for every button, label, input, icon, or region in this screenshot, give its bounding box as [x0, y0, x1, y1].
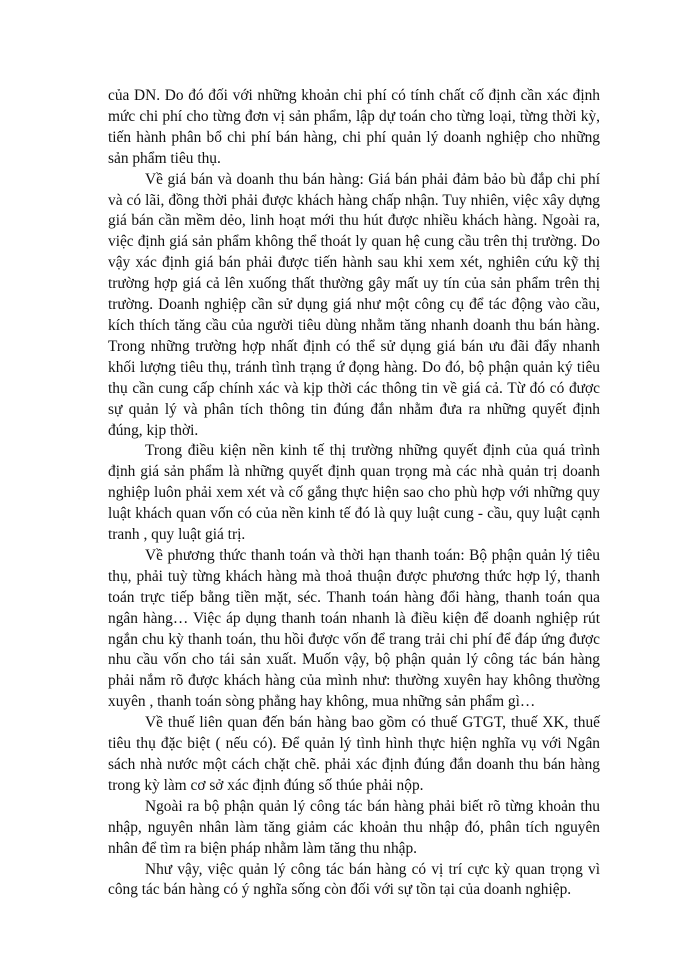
- paragraph-conclusion: Như vậy, việc quản lý công tác bán hàng có vị trí cực kỳ quan trọng vì công tác bán hàng có ý nghĩa sống còn đối với sự tồn tại của doanh nghiệp.: [108, 860, 600, 899]
- paragraph-continuation: của DN. Do đó đối với những khoản chi phí có tính chất cố định cần xác định mức chi phí cho từng đơn vị sản phẩm, lập dự toán cho từng loại, từng thời kỳ, tiến hành phân bổ chi phí bán hàng, chi phí quản lý doanh nghiệp cho những sản phẩm tiêu thụ.: [108, 87, 600, 167]
- paragraph-income: Ngoài ra bộ phận quản lý công tác bán hàng phải biết rõ từng khoản thu nhập, nguyên nhân làm tăng giảm các khoản thu nhập đó, phân tích nguyên nhân để tìm ra biện pháp nhằm làm tăng thu nhập.: [108, 797, 600, 857]
- document-body: [108, 86, 600, 901]
- paragraph-price-revenue: Về giá bán và doanh thu bán hàng: Giá bán phải đảm bảo bù đắp chi phí và có lãi, đồng thời phải được khách hàng chấp nhận. Tuy nhiên, việc xây dựng giá bán cần mềm dẻo, linh hoạt mới thu hút được nhiều khách hàng. Ngoài ra, việc định giá sản phẩm không thể thoát ly quan hệ cung cầu trên thị trường. Do vậy xác định giá bán phải được tiến hành sau khi xem xét, nghiên cứu kỹ thị trường hợp giá cả lên xuống thất thường gây mất uy tín của sản phẩm trên thị trường. Doanh nghiệp cần sử dụng giá như một công cụ để tác động vào cầu, kích thích tăng cầu của người tiêu dùng nhằm tăng nhanh doanh thu bán hàng. Trong những trường hợp nhất định có thể sử dụng giá bán ưu đãi đẩy nhanh khối lượng tiêu thụ, tránh tình trạng ứ đọng hàng. Do đó, bộ phận quản ký tiêu thụ cần cung cấp chính xác và kịp thời các thông tin về giá cả. Từ đó có được sự quản lý và phân tích thông tin đúng đắn nhằm đưa ra những quyết định đúng, kịp thời.: [108, 170, 600, 439]
- paragraph-payment-methods: Về phương thức thanh toán và thời hạn thanh toán: Bộ phận quản lý tiêu thụ, phải tuỳ từng khách hàng mà thoả thuận được phương thức hợp lý, thanh toán trực tiếp bằng tiền mặt, séc. Thanh toán hàng đổi hàng, thanh toán qua ngân hàng… Việc áp dụng thanh toán nhanh là điều kiện để doanh nghiệp rút ngắn chu kỳ thanh toán, thu hồi được vốn để trang trải chi phí để đáp ứng được nhu cầu vốn cho tái sản xuất. Muốn vậy, bộ phận quản lý công tác bán hàng phải nắm rõ được khách hàng của mình như: thường xuyên hay không thường xuyên , thanh toán sòng phẳng hay không, mua những sản phẩm gì…: [108, 546, 600, 711]
- paragraph-taxes: Về thuế liên quan đến bán hàng bao gồm có thuế GTGT, thuế XK, thuế tiêu thụ đặc biệt ( nếu có). Để quản lý tình hình thực hiện nghĩa vụ với Ngân sách nhà nước một cách chặt chẽ. phải xác định đúng đắn doanh thu bán hàng trong kỳ làm cơ sở xác định đúng số thúe phải nộp.: [108, 714, 600, 794]
- paragraph-market-pricing: Trong điều kiện nền kinh tế thị trường những quyết định của quá trình định giá sản phẩm là những quyết định quan trọng mà các nhà quản trị doanh nghiệp luôn phải xem xét và cố gắng thực hiện sao cho phù hợp với những quy luật khách quan vốn có của nền kinh tế đó là quy luật cung - cầu, quy luật cạnh tranh , quy luật giá trị.: [108, 442, 600, 544]
